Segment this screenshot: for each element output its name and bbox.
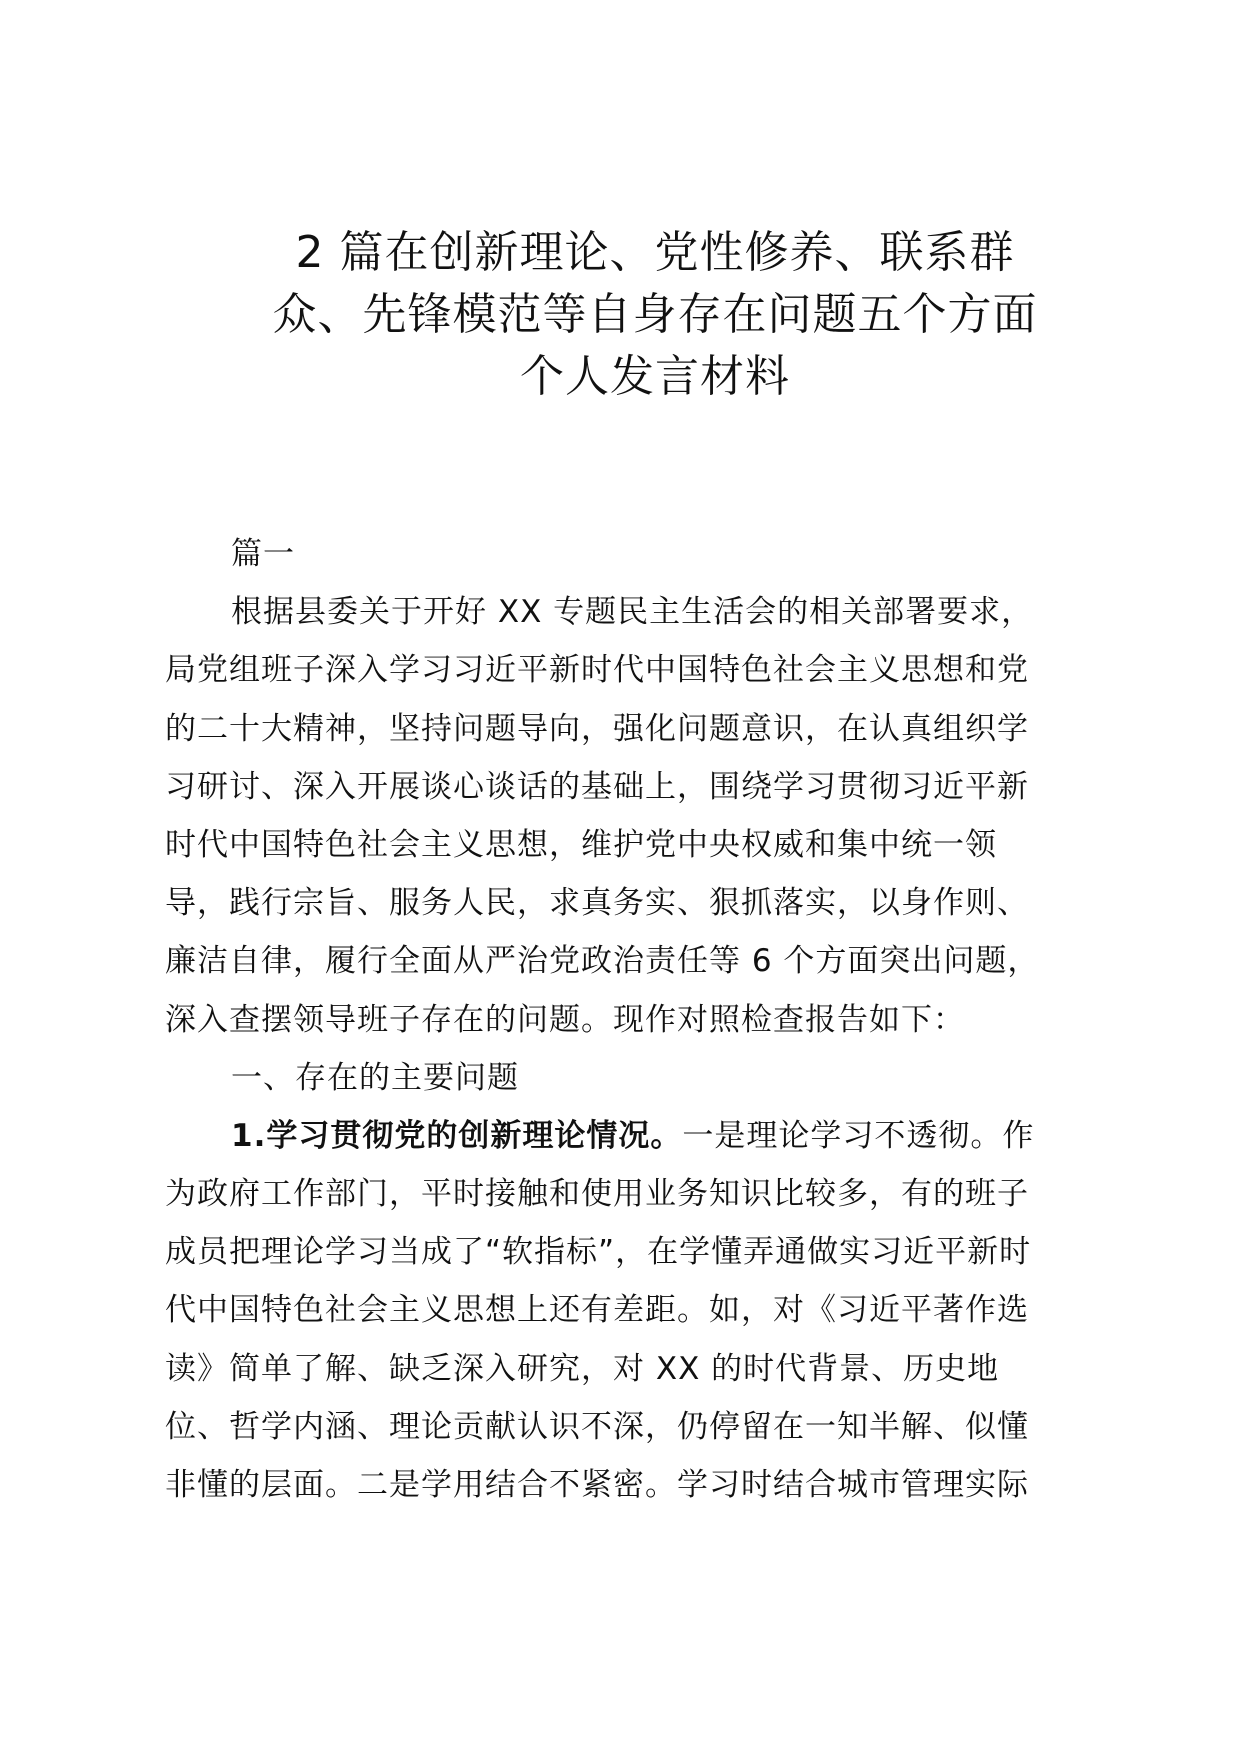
- paragraph-line: 代中国特色社会主义思想上还有差距。如，对《习近平著作选: [165, 1292, 1029, 1329]
- paragraph-line: 非懂的层面。二是学用结合不紧密。学习时结合城市管理实际: [165, 1467, 1029, 1503]
- paragraph-line: 局党组班子深入学习习近平新时代中国特色社会主义思想和党: [165, 652, 1029, 689]
- paragraph-line: 的二十大精神，坚持问题导向，强化问题意识，在认真组织学: [165, 710, 1029, 747]
- title-line-3: 个人发言材料: [520, 351, 790, 402]
- paragraph-line: 根据县委关于开好 XX 专题民主生活会的相关部署要求，: [231, 594, 1034, 631]
- paragraph-line: 位、哲学内涵、理论贡献认识不深，仍停留在一知半解、似懂: [165, 1408, 1029, 1445]
- document-title: [250, 222, 1060, 408]
- item-heading: 1.学习贯彻党的创新理论情况。: [231, 1117, 683, 1154]
- paragraph-line: 习研讨、深入开展谈心谈话的基础上，围绕学习贯彻习近平新: [165, 768, 1029, 805]
- paragraph-line: 成员把理论学习当成了“软指标”，在学懂弄通做实习近平新时: [165, 1234, 1032, 1271]
- paragraph-line: 深入查摆领导班子存在的问题。现作对照检查报告如下：: [165, 1001, 965, 1038]
- item-first-line-text: 一是理论学习不透彻。作: [682, 1117, 1035, 1154]
- title-line-1: 2 篇在创新理论、党性修养、联系群: [295, 227, 1015, 278]
- section-label: 篇一: [231, 536, 295, 572]
- paragraph-line: 导，践行宗旨、服务人民，求真务实、狠抓落实，以身作则、: [165, 885, 1029, 922]
- section-heading: 一、存在的主要问题: [231, 1059, 519, 1096]
- document-body: [165, 525, 1080, 1514]
- paragraph-line: 为政府工作部门，平时接触和使用业务知识比较多，有的班子: [165, 1176, 1029, 1213]
- paragraph-line: 时代中国特色社会主义思想，维护党中央权威和集中统一领: [165, 826, 997, 863]
- paragraph-line: 读》简单了解、缺乏深入研究，对 XX 的时代背景、历史地: [165, 1350, 1000, 1387]
- item-first-line: [165, 1107, 1080, 1165]
- title-line-2: 众、先锋模范等自身存在问题五个方面: [272, 289, 1038, 340]
- paragraph-line: 廉洁自律，履行全面从严治党政治责任等 6 个方面突出问题，: [165, 943, 1040, 980]
